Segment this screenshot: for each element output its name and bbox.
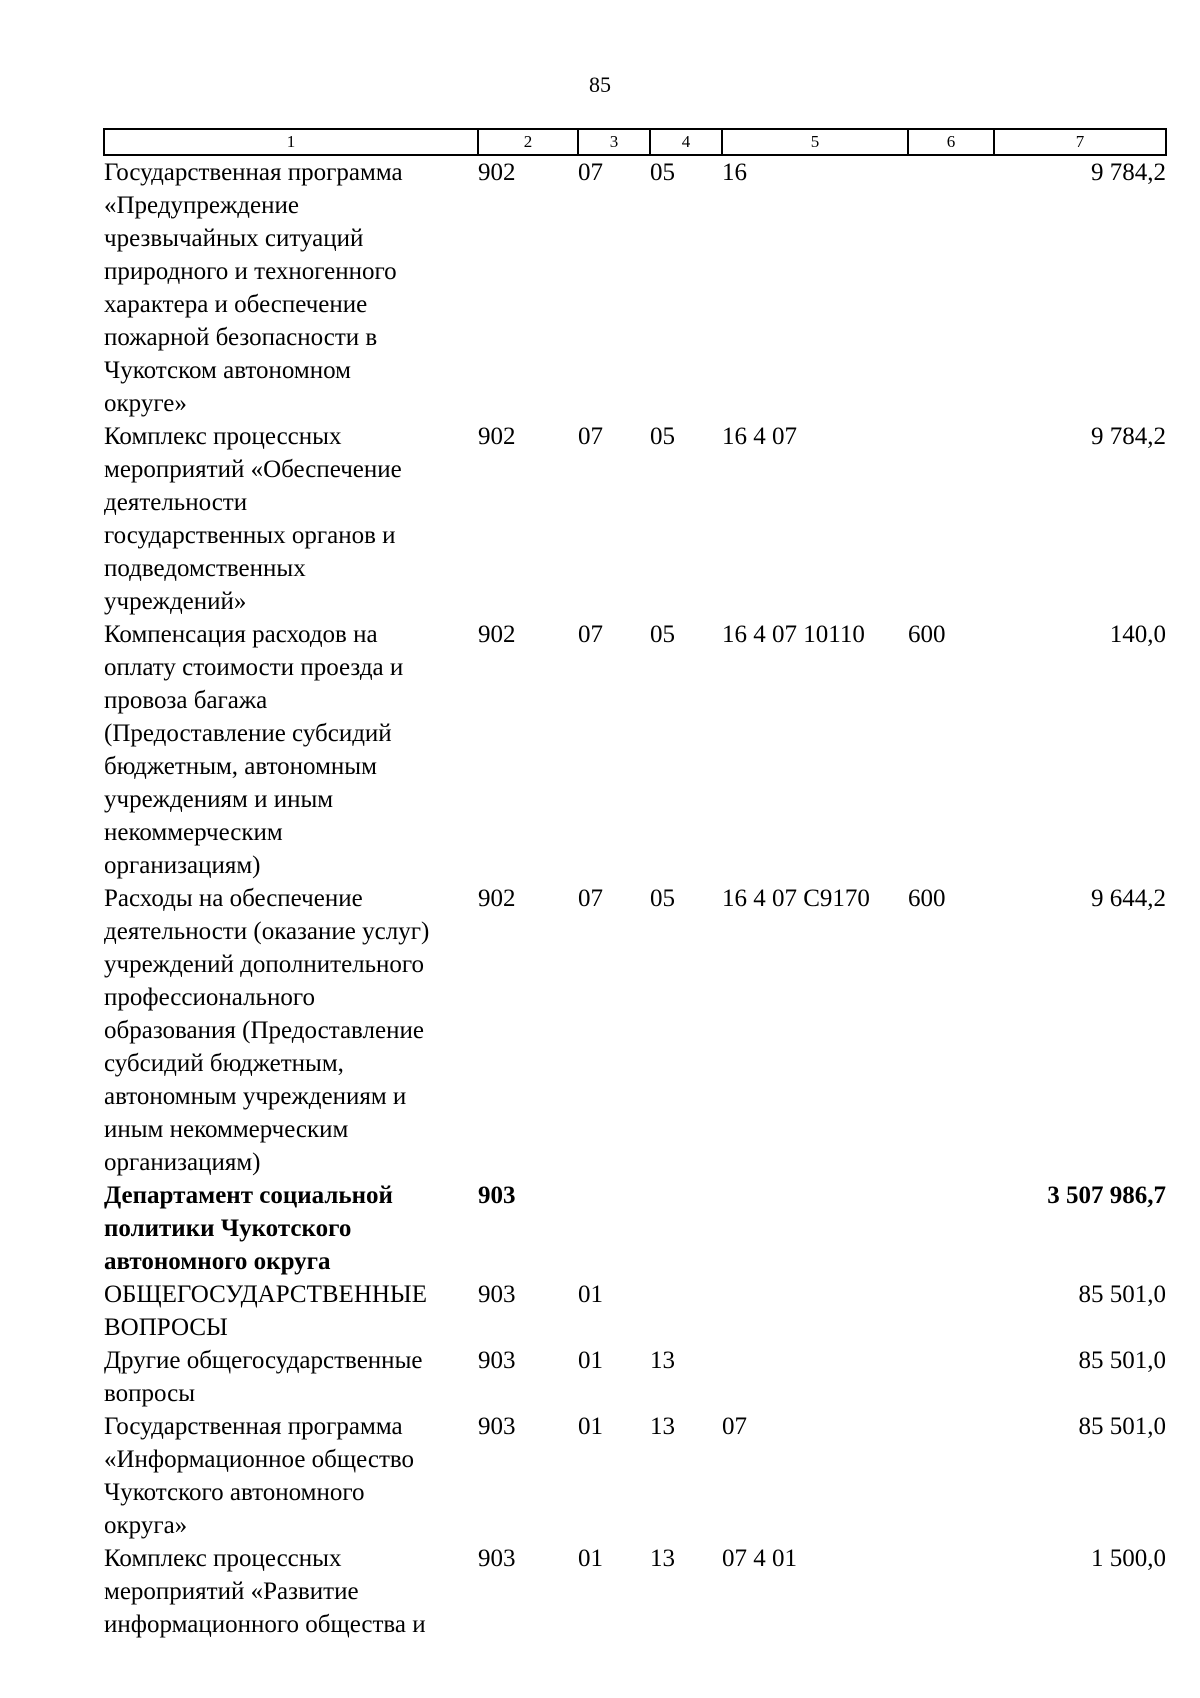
item-name-line: государственных органов и <box>104 522 396 549</box>
subsection-code-cell: 05 <box>650 885 675 912</box>
item-name-line: учреждениям и иным <box>104 786 334 813</box>
column-header-2: 2 <box>478 129 578 155</box>
item-name-line: учреждений» <box>104 588 247 615</box>
item-name-line: характера и обеспечение <box>104 291 368 318</box>
table-body <box>104 155 1166 1641</box>
table-row <box>104 1410 1166 1542</box>
column-header-3: 3 <box>578 129 650 155</box>
table-row <box>104 420 1166 618</box>
grbs-code-cell: 903 <box>478 1413 516 1440</box>
expense-type-cell <box>908 1179 994 1278</box>
table-row <box>104 155 1166 420</box>
item-name-cell <box>104 155 478 420</box>
item-name-line: мероприятий «Обеспечение <box>104 456 402 483</box>
amount-cell: 85 501,0 <box>1078 1347 1166 1374</box>
grbs-code-cell: 903 <box>478 1545 516 1572</box>
item-name-cell <box>104 1179 478 1278</box>
item-name-line: некоммерческим <box>104 819 283 846</box>
item-name-line: профессионального <box>104 984 315 1011</box>
section-code-cell <box>578 1179 650 1278</box>
item-name-cell <box>104 1278 478 1344</box>
item-name-line: Компенсация расходов на <box>104 621 378 648</box>
target-article-cell: 16 4 07 <box>722 423 797 450</box>
table-row <box>104 618 1166 882</box>
expense-type-cell: 600 <box>908 885 946 912</box>
expense-type-cell: 600 <box>908 621 946 648</box>
expense-type-cell <box>908 1344 994 1410</box>
item-name-line: пожарной безопасности в <box>104 324 378 351</box>
amount-cell: 85 501,0 <box>1078 1281 1166 1308</box>
item-name-line: политики Чукотского <box>104 1215 352 1242</box>
subsection-code-cell: 13 <box>650 1545 675 1572</box>
amount-cell: 3 507 986,7 <box>1047 1182 1166 1209</box>
subsection-code-cell: 05 <box>650 621 675 648</box>
column-header-7: 7 <box>994 129 1166 155</box>
item-name-line: учреждений дополнительного <box>104 951 425 978</box>
table-row <box>104 1542 1166 1641</box>
column-header-1: 1 <box>104 129 478 155</box>
column-header-4: 4 <box>650 129 722 155</box>
item-name-line: Государственная программа <box>104 1413 403 1440</box>
budget-table <box>103 128 1167 1641</box>
item-name-line: Расходы на обеспечение <box>104 885 363 912</box>
amount-cell: 1 500,0 <box>1091 1545 1166 1572</box>
section-code-cell: 07 <box>578 885 603 912</box>
item-name-line: информационного общества и <box>104 1611 426 1638</box>
item-name-line: организациям) <box>104 1149 261 1176</box>
target-article-cell: 07 <box>722 1413 747 1440</box>
expense-type-cell <box>908 155 994 420</box>
grbs-code-cell: 902 <box>478 885 516 912</box>
target-article-cell: 07 4 01 <box>722 1545 797 1572</box>
item-name-line: округе» <box>104 390 187 417</box>
item-name-line: Другие общегосударственные <box>104 1347 423 1374</box>
item-name-line: организациям) <box>104 852 261 879</box>
item-name-line: (Предоставление субсидий <box>104 720 392 747</box>
item-name-cell <box>104 618 478 882</box>
grbs-code-cell: 902 <box>478 423 516 450</box>
column-header-5: 5 <box>722 129 908 155</box>
item-name-cell <box>104 882 478 1179</box>
subsection-code-cell: 13 <box>650 1347 675 1374</box>
item-name-line: образования (Предоставление <box>104 1017 424 1044</box>
page-number: 85 <box>589 72 611 97</box>
expense-type-cell <box>908 1278 994 1344</box>
item-name-cell <box>104 420 478 618</box>
amount-cell: 85 501,0 <box>1078 1413 1166 1440</box>
item-name-line: автономным учреждениям и <box>104 1083 407 1110</box>
item-name-line: автономного округа <box>104 1248 331 1275</box>
item-name-line: ОБЩЕГОСУДАРСТВЕННЫЕ <box>104 1281 427 1308</box>
amount-cell: 140,0 <box>1109 621 1166 648</box>
section-code-cell: 01 <box>578 1545 603 1572</box>
target-article-cell: 16 4 07 10110 <box>722 621 865 648</box>
item-name-line: вопросы <box>104 1380 196 1407</box>
item-name-cell <box>104 1542 478 1641</box>
item-name-line: Чукотского автономного <box>104 1479 365 1506</box>
grbs-code-cell: 902 <box>478 621 516 648</box>
section-code-cell: 01 <box>578 1347 603 1374</box>
amount-cell: 9 784,2 <box>1091 159 1166 186</box>
section-code-cell: 07 <box>578 423 603 450</box>
header-row <box>104 129 1166 155</box>
grbs-code-cell: 903 <box>478 1347 516 1374</box>
item-name-cell <box>104 1344 478 1410</box>
subsection-code-cell: 13 <box>650 1413 675 1440</box>
section-code-cell: 07 <box>578 159 603 186</box>
amount-cell: 9 784,2 <box>1091 423 1166 450</box>
item-name-line: субсидий бюджетным, <box>104 1050 344 1077</box>
item-name-line: деятельности <box>104 489 248 516</box>
section-code-cell: 07 <box>578 621 603 648</box>
expense-type-cell <box>908 420 994 618</box>
subsection-code-cell: 05 <box>650 423 675 450</box>
item-name-line: подведомственных <box>104 555 306 582</box>
section-code-cell: 01 <box>578 1413 603 1440</box>
grbs-code-cell: 903 <box>478 1281 516 1308</box>
item-name-line: мероприятий «Развитие <box>104 1578 359 1605</box>
item-name-cell <box>104 1410 478 1542</box>
item-name-line: деятельности (оказание услуг) <box>104 918 430 945</box>
item-name-line: бюджетным, автономным <box>104 753 377 780</box>
item-name-line: иным некоммерческим <box>104 1116 349 1143</box>
subsection-code-cell <box>650 1179 722 1278</box>
target-article-cell: 16 <box>722 159 747 186</box>
item-name-line: округа» <box>104 1512 188 1539</box>
amount-cell: 9 644,2 <box>1091 885 1166 912</box>
target-article-cell: 16 4 07 С9170 <box>722 885 870 912</box>
target-article-cell <box>722 1344 908 1410</box>
item-name-line: провоза багажа <box>104 687 268 714</box>
item-name-line: Комплекс процессных <box>104 423 342 450</box>
subsection-code-cell: 05 <box>650 159 675 186</box>
section-code-cell: 01 <box>578 1281 603 1308</box>
item-name-line: «Информационное общество <box>104 1446 415 1473</box>
table-row <box>104 882 1166 1179</box>
item-name-line: Государственная программа <box>104 159 403 186</box>
item-name-line: чрезвычайных ситуаций <box>104 225 364 252</box>
item-name-line: Комплекс процессных <box>104 1545 342 1572</box>
item-name-line: ВОПРОСЫ <box>104 1314 228 1341</box>
target-article-cell <box>722 1179 908 1278</box>
expense-type-cell <box>908 1542 994 1641</box>
table-row <box>104 1344 1166 1410</box>
target-article-cell <box>722 1278 908 1344</box>
table-row <box>104 1278 1166 1344</box>
item-name-line: «Предупреждение <box>104 192 299 219</box>
subsection-code-cell <box>650 1278 722 1344</box>
table-row <box>104 1179 1166 1278</box>
item-name-line: Чукотском автономном <box>104 357 351 384</box>
grbs-code-cell: 902 <box>478 159 516 186</box>
item-name-line: природного и техногенного <box>104 258 397 285</box>
grbs-code-cell: 903 <box>478 1182 516 1209</box>
item-name-line: оплату стоимости проезда и <box>104 654 404 681</box>
column-header-6: 6 <box>908 129 994 155</box>
expense-type-cell <box>908 1410 994 1542</box>
item-name-line: Департамент социальной <box>104 1182 393 1209</box>
table-header <box>104 129 1166 155</box>
